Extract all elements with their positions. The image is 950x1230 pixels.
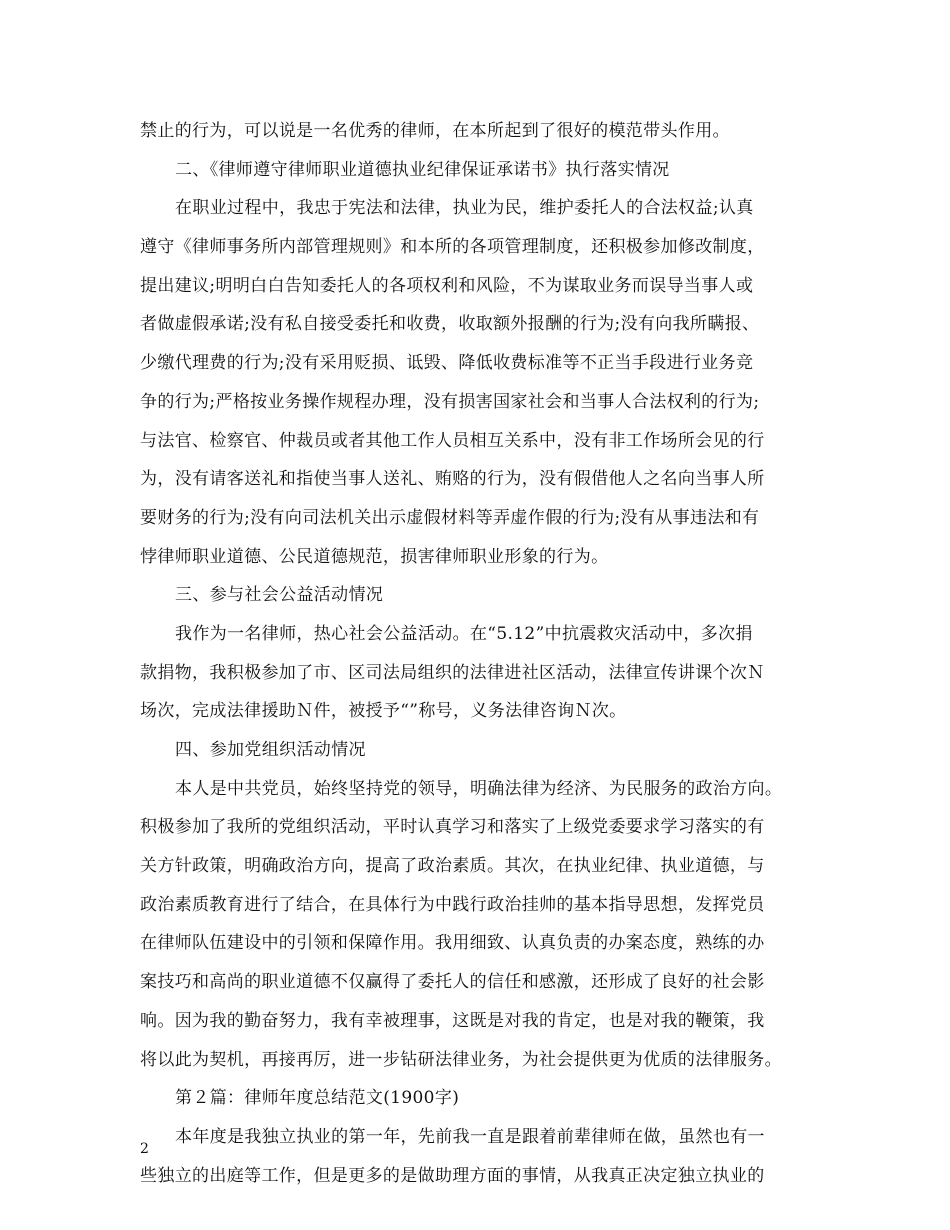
- text-line: 与法官、检察官、仲裁员或者其他工作人员相互关系中，没有非工作场所会见的行: [140, 430, 765, 451]
- text-line: 案技巧和高尚的职业道德不仅赢得了委托人的信任和感激，还形成了良好的社会影: [140, 972, 765, 993]
- text-line: 在律师队伍建设中的引领和保障作用。我用细致、认真负责的办案态度，熟练的办: [140, 933, 765, 954]
- chapter-heading: 第２篇：律师年度总结范文(1900字): [175, 1088, 460, 1109]
- section-heading: 四、参加党组织活动情况: [175, 740, 366, 760]
- text-line: 禁止的行为，可以说是一名优秀的律师，在本所起到了很好的模范带头作用。: [140, 121, 730, 141]
- paragraph-line: 本人是中共党员，始终坚持党的领导，明确法律为经济、为民服务的政治方向。: [175, 778, 783, 799]
- section-heading: 二、《律师遵守律师职业道德执业纪律保证承诺书》执行落实情况: [175, 159, 670, 180]
- paragraph-line: 本年度是我独立执业的第一年，先前我一直是跟着前辈律师在做，虽然也有一: [175, 1126, 765, 1147]
- text-line: 遵守《律师事务所内部管理规则》和本所的各项管理制度，还积极参加修改制度，: [140, 237, 765, 258]
- text-line: 悖律师职业道德、公民道德规范，损害律师职业形象的行为。: [140, 546, 609, 567]
- text-line: 要财务的行为;没有向司法机关出示虚假材料等弄虚作假的行为;没有从事违法和有: [140, 507, 760, 528]
- text-line: 政治素质教育进行了结合，在具体行为中践行政治挂帅的基本指导思想，发挥党员: [140, 894, 765, 915]
- body-text: [140, 112, 825, 1195]
- text-line: 积极参加了我所的党组织活动，平时认真学习和落实了上级党委要求学习落实的有: [140, 817, 765, 838]
- text-line: 为，没有请客送礼和指使当事人送礼、贿赂的行为，没有假借他人之名向当事人所: [140, 469, 765, 490]
- text-line: 关方针政策，明确政治方向，提高了政治素质。其次，在执业纪律、执业道德，与: [140, 856, 765, 877]
- text-line: 者做虚假承诺;没有私自接受委托和收费，收取额外报酬的行为;没有向我所瞒报、: [140, 314, 760, 335]
- text-line: 响。因为我的勤奋努力，我有幸被理事，这既是对我的肯定，也是对我的鞭策，我: [140, 1010, 765, 1031]
- paragraph-line: 我作为一名律师，热心社会公益活动。在“5.12”中抗震救灾活动中，多次捐: [175, 623, 753, 644]
- text-line: 场次，完成法律援助Ｎ件，被授予“”称号，义务法律咨询Ｎ次。: [140, 701, 627, 722]
- text-line: 提出建议;明明白白告知委托人的各项权利和风险，不为谋取业务而误导当事人或: [140, 275, 754, 296]
- page-number: 2: [140, 1141, 149, 1157]
- text-line: 争的行为;严格按业务操作规程办理，没有损害国家社会和当事人合法权利的行为;: [140, 391, 760, 412]
- text-line: 将以此为契机，再接再厉，进一步钻研法律业务，为社会提供更为优质的法律服务。: [140, 1049, 782, 1070]
- text-line: 少缴代理费的行为;没有采用贬损、诋毁、降低收费标准等不正当手段进行业务竞: [140, 353, 754, 374]
- section-heading: 三、参与社会公益活动情况: [175, 585, 384, 606]
- paragraph-line: 在职业过程中，我忠于宪法和法律，执业为民，维护委托人的合法权益;认真: [175, 198, 754, 219]
- text-line: 些独立的出庭等工作，但是更多的是做助理方面的事情，从我真正决定独立执业的: [140, 1165, 765, 1186]
- text-line: 款捐物，我积极参加了市、区司法局组织的法律进社区活动，法律宣传讲课个次Ｎ: [140, 662, 765, 683]
